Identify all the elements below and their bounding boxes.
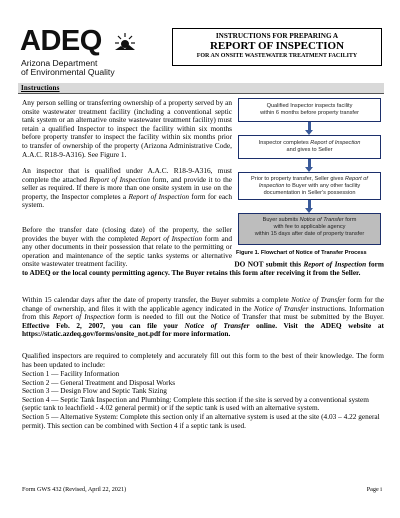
- paragraph-2: An inspector that is qualified under A.A.C. R18-9-A316, must complete the attached Report of Inspection form, and provide it to the seller as required. If there is more than one onsite system in use on the property, the Inspector completes a Report of Inspection form for each system.: [22, 166, 232, 210]
- list-item: Section 2 — General Treatment and Disposal Works: [22, 377, 176, 387]
- flowchart-step-3: Prior to property transfer, Seller gives Report of Inspection to Buyer with any other facility documentation in Seller's possession: [238, 172, 381, 200]
- flowchart-step-4: Buyer submits Notice of Transfer form with fee to applicable agency within 15 days after date of property transfer: [238, 213, 381, 245]
- flowchart-caption: Figure 1. Flowchart of Notice of Transfer Process: [236, 250, 367, 256]
- adeq-logo: [20, 25, 170, 77]
- document-title-box: [172, 28, 382, 66]
- paragraph-1: Any person selling or transferring ownership of a property served by an onsite wastewater treatment facility (including a conventional septic tank system or an alternative onsite wastewater treatment facility) must retain a qualified Inspector to inspect the facility within six months before property transfer to inspect the facility within six months prior to transfer of ownership of the property (Arizona Administrative Code, A.A.C. R18-9-A316). See Figure 1.: [22, 98, 232, 159]
- form-id: Form GWS 432 (Revised, April 22, 2021): [22, 486, 127, 493]
- flowchart-arrow: [308, 159, 311, 168]
- sun-icon: [115, 32, 135, 52]
- flowchart-step-2: Inspector completes Report of Inspection and gives to Seller: [238, 135, 381, 159]
- instructions-heading: Instructions: [21, 84, 60, 92]
- list-item: Section 4 — Septic Tank Inspection and Plumbing: Complete this section if the site is served by a conventional system (septic tank to leachfield - 4.02 general permit) or if the septic tank is used with an alternative system.: [22, 394, 369, 413]
- sections-list: [22, 370, 384, 430]
- flowchart-arrow: [308, 200, 311, 209]
- flowchart-arrow: [308, 122, 311, 131]
- logo-line-1: Arizona Department: [21, 58, 98, 68]
- page-number: Page i: [366, 486, 382, 493]
- logo-line-2: of Environmental Quality: [21, 67, 115, 77]
- instructions-heading-bar: [18, 83, 384, 94]
- title-line-1: INSTRUCTIONS FOR PREPARING A: [215, 32, 339, 40]
- title-subtitle: FOR AN ONSITE WASTEWATER TREATMENT FACILITY: [196, 53, 358, 59]
- flowchart-step-1: Qualified Inspector inspects facility within 6 months before property transfer: [238, 98, 381, 122]
- list-item: Section 1 — Facility Information: [22, 369, 120, 378]
- paragraph-4: Within 15 calendar days after the date of property transfer, the Buyer submits a complete Notice of Transfer form for the change of ownership, and files it with the applicable agency indicated in the Notice of Transfer instructions. Information from this Report of Inspection form is needed to fill out the Notice of Transfer that must be submitted by the Buyer. Effective Feb. 2, 2007, you can file your Notice of Transfer online. Visit the ADEQ website at https://static.azdeq.gov/forms/onsite_not.pdf for more information.: [22, 295, 384, 339]
- list-item: Section 5 — Alternative System: Complete this section only if an alternative system is used at the site (4.03 – 4.22 general permit). This section can be combined with Section 4 if a septic tank is used.: [22, 411, 380, 430]
- paragraph-3: Before the transfer date (closing date) of the property, the seller provides the buyer with the completed Report of Inspection form and any other documents in their possession that relate to the permitting or operation and maintenance of the septic tanks systems or alternative onsite wastewater treatment facility. DO NOT submit this Report of Inspection form to ADEQ or the local county permitting agency. The Buyer retains this form after receiving it from the Seller.: [22, 225, 384, 277]
- document-title: REPORT OF INSPECTION: [209, 40, 345, 52]
- paragraph-5: Qualified inspectors are required to completely and accurately fill out this form to the best of their knowledge. The form has been updated to include:: [22, 351, 384, 369]
- list-item: Section 3 — Design Flow and Septic Tank Sizing: [22, 386, 167, 396]
- logo-wordmark: ADEQ: [20, 25, 102, 57]
